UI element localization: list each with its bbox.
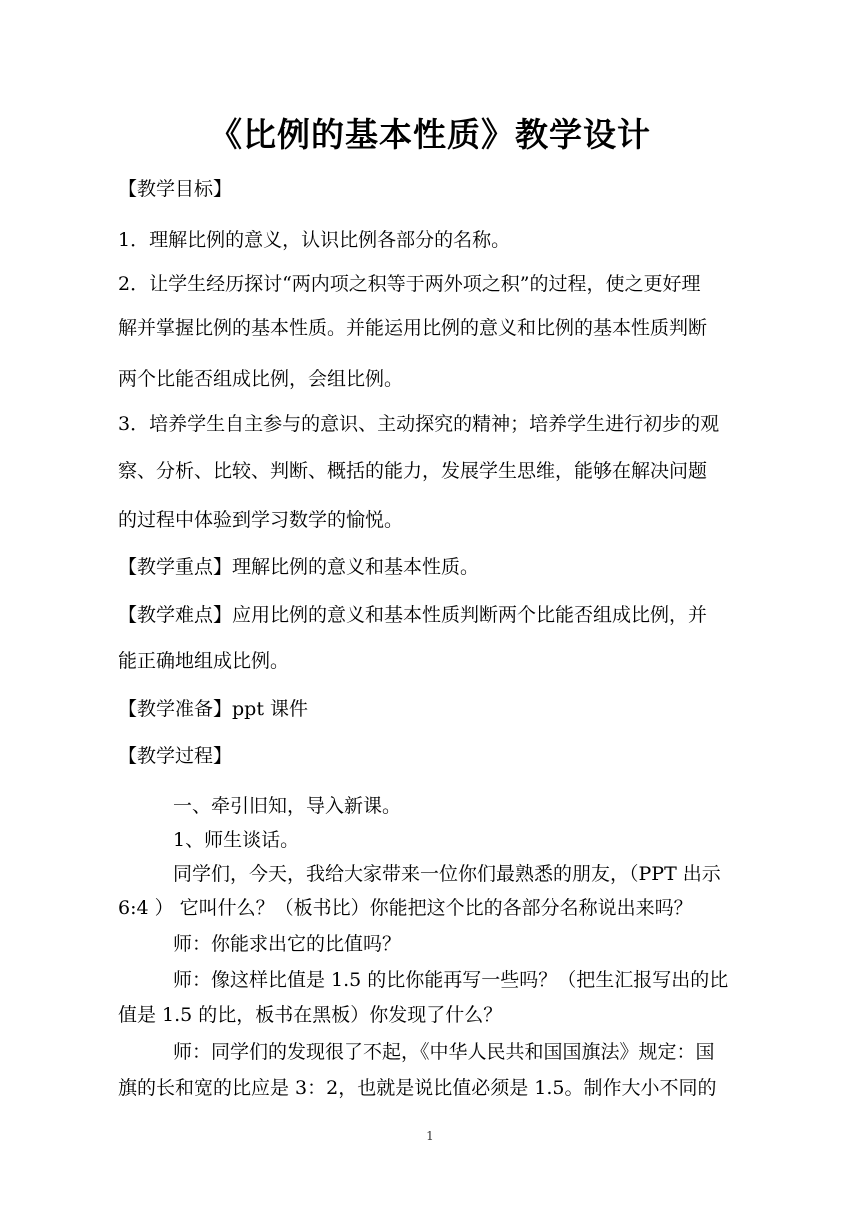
- paragraph-3-line-2: 旗的长和宽的比应是 3：2，也就是说比值必须是 1.5。制作大小不同的: [118, 1077, 717, 1099]
- difficulties-line-1: 【教学难点】应用比例的意义和基本性质判断两个比能否组成比例，并: [118, 604, 708, 626]
- objective-2-line-1: 2．让学生经历探讨“两内项之积等于两外项之积”的过程，使之更好理: [118, 273, 701, 295]
- key-points: 【教学重点】理解比例的意义和基本性质。: [118, 556, 480, 578]
- section-heading-process: 【教学过程】: [118, 745, 233, 767]
- teacher-question-1: 师：你能求出它的比值吗？: [173, 933, 402, 955]
- objective-3-line-2: 察、分析、比较、判断、概括的能力，发展学生思维，能够在解决问题: [118, 460, 708, 482]
- paragraph-2-line-2: 值是 1.5 的比，板书在黑板）你发现了什么？: [118, 1004, 503, 1026]
- page-number: 1: [426, 1129, 434, 1143]
- objective-1: 1．理解比例的意义，认识比例各部分的名称。: [118, 229, 511, 251]
- section-heading-objectives: 【教学目标】: [118, 178, 233, 200]
- objective-3-line-3: 的过程中体验到学习数学的愉悦。: [118, 509, 404, 531]
- process-substep-1: 1、师生谈话。: [173, 829, 300, 851]
- paragraph-1-line-2: 6:4 ） 它叫什么？（板书比）你能把这个比的各部分名称说出来吗？: [118, 897, 693, 919]
- preparation: 【教学准备】ppt 课件: [118, 698, 309, 720]
- objective-3-line-1: 3．培养学生自主参与的意识、主动探究的精神；培养学生进行初步的观: [118, 413, 720, 435]
- document-title: 《比例的基本性质》教学设计: [209, 115, 651, 154]
- objective-2-line-3: 两个比能否组成比例，会组比例。: [118, 368, 404, 390]
- process-step-1: 一、牵引旧知，导入新课。: [173, 795, 402, 817]
- paragraph-3-line-1: 师：同学们的发现很了不起，《中华人民共和国国旗法》规定：国: [173, 1041, 715, 1063]
- paragraph-1-line-1: 同学们，今天，我给大家带来一位你们最熟悉的朋友，（PPT 出示: [173, 863, 721, 885]
- objective-2-line-2: 解并掌握比例的基本性质。并能运用比例的意义和比例的基本性质判断: [118, 317, 708, 339]
- difficulties-line-2: 能正确地组成比例。: [118, 650, 290, 672]
- paragraph-2-line-1: 师：像这样比值是 1.5 的比你能再写一些吗？（把生汇报写出的比: [173, 969, 729, 991]
